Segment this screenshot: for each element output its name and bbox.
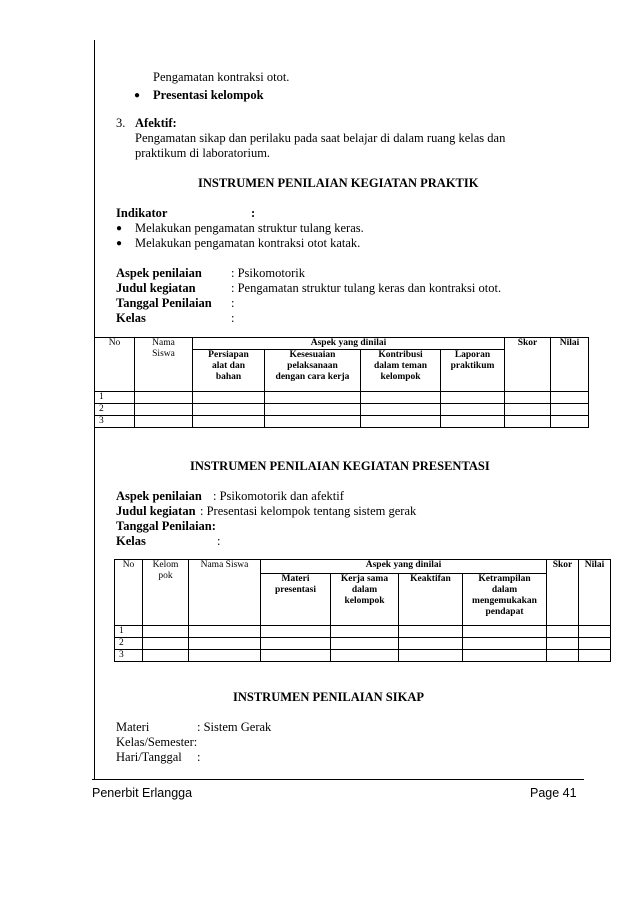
bullet-icon: ●	[116, 238, 123, 249]
field-label: Kelas/Semester:	[116, 735, 198, 749]
text-line: Pengamatan kontraksi otot.	[153, 70, 290, 84]
bullet-icon: ●	[134, 90, 141, 101]
field-label: Tanggal Penilaian	[116, 296, 212, 310]
subheader-cell: Kerja sama dalam kelompok	[331, 574, 399, 626]
field-label: Materi	[116, 720, 150, 734]
field-label: Judul kegiatan	[116, 504, 196, 518]
header-no: No	[95, 338, 135, 392]
table-row: 2	[95, 404, 589, 416]
subheader-cell: Kesesuaian pelaksanaan dengan cara kerja	[265, 350, 361, 392]
header-nilai: Nilai	[551, 338, 589, 392]
field-label: Hari/Tanggal	[116, 750, 182, 764]
field-value: : Sistem Gerak	[197, 720, 272, 734]
field-label: Aspek penilaian	[116, 489, 202, 503]
header-skor: Skor	[505, 338, 551, 392]
section-title: INSTRUMEN PENILAIAN SIKAP	[233, 690, 424, 704]
field-value: : Pengamatan struktur tulang keras dan kontraksi otot.	[231, 281, 502, 295]
subheader-cell: Keaktifan	[399, 574, 463, 626]
field-value: :	[231, 311, 235, 325]
text-line: praktikum di laboratorium.	[135, 146, 271, 160]
bullet-text: Melakukan pengamatan kontraksi otot katak.	[135, 236, 361, 250]
presentasi-table	[114, 559, 611, 662]
header-aspek: Aspek yang dinilai	[261, 560, 547, 574]
subheader-cell: Ketrampilan dalam mengemukakan pendapat	[463, 574, 547, 626]
bullet-icon: ●	[116, 223, 123, 234]
field-value: :	[197, 750, 201, 764]
subheader-cell: Laporan praktikum	[441, 350, 505, 392]
bullet-text: Melakukan pengamatan struktur tulang keras.	[135, 221, 364, 235]
header-kelompok: Kelom pok	[143, 560, 189, 626]
table-row: 3	[115, 650, 611, 662]
afektif-heading: Afektif:	[135, 116, 177, 130]
header-nilai: Nilai	[579, 560, 611, 626]
section-title: INSTRUMEN PENILAIAN KEGIATAN PRAKTIK	[198, 176, 479, 190]
field-value: : Psikomotorik	[231, 266, 305, 280]
field-label: Judul kegiatan	[116, 281, 196, 295]
header-no: No	[115, 560, 143, 626]
field-value: :	[217, 534, 221, 548]
field-colon: :	[251, 206, 256, 220]
subheader-cell: Persiapan alat dan bahan	[193, 350, 265, 392]
subheader-cell: Materi presentasi	[261, 574, 331, 626]
list-number: 3.	[116, 116, 126, 130]
table-row: 1	[115, 626, 611, 638]
table-row: 3	[95, 416, 589, 428]
field-label: Indikator	[116, 206, 168, 220]
section-title: INSTRUMEN PENILAIAN KEGIATAN PRESENTASI	[190, 459, 490, 473]
field-label: Kelas	[116, 534, 146, 548]
header-skor: Skor	[547, 560, 579, 626]
field-label: Kelas	[116, 311, 146, 325]
field-value: : Presentasi kelompok tentang sistem gerak	[200, 504, 417, 518]
field-value: : Psikomotorik dan afektif	[213, 489, 344, 503]
footer-publisher: Penerbit Erlangga	[92, 786, 193, 800]
footer-divider	[92, 779, 584, 780]
field-label: Aspek penilaian	[116, 266, 202, 280]
header-nama: Nama Siswa	[135, 338, 193, 392]
header-nama-siswa: Nama Siswa	[189, 560, 261, 626]
text-line: Presentasi kelompok	[153, 88, 264, 102]
header-aspek: Aspek yang dinilai	[193, 338, 505, 350]
text-line: Pengamatan sikap dan perilaku pada saat belajar di dalam ruang kelas dan	[135, 131, 506, 145]
table-row: 2	[115, 638, 611, 650]
margin-rule	[94, 40, 95, 779]
footer-page-number: Page 41	[530, 786, 577, 800]
field-label: Tanggal Penilaian:	[116, 519, 216, 533]
praktik-table	[94, 337, 589, 428]
field-value: :	[231, 296, 235, 310]
table-row: 1	[95, 392, 589, 404]
subheader-cell: Kontribusi dalam teman kelompok	[361, 350, 441, 392]
